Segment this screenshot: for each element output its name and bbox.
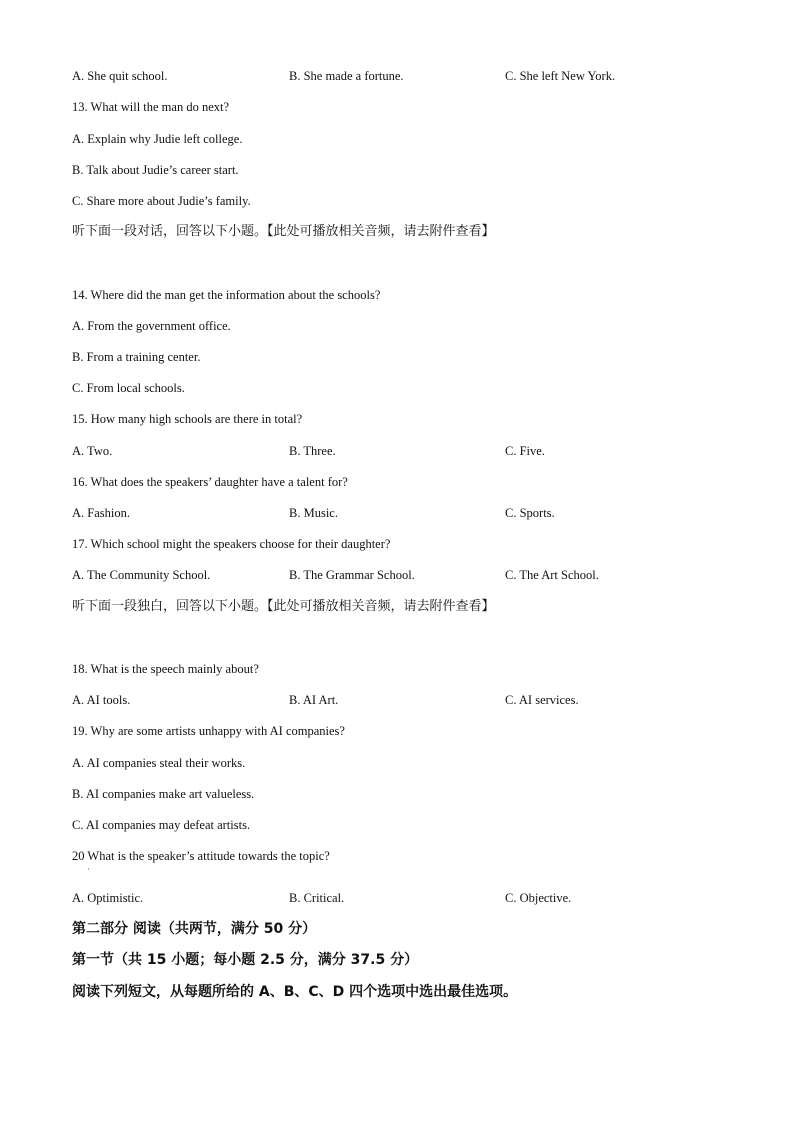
- q14-option-c: C. From local schools.: [72, 381, 185, 395]
- q13-question: 13. What will the man do next?: [72, 100, 230, 114]
- q17-option-c: C. The Art School.: [505, 568, 599, 582]
- q17-question: 17. Which school might the speakers choose for their daughter?: [72, 537, 391, 551]
- part2-heading: 第二部分 阅读（共两节，满分 50 分）: [72, 921, 317, 937]
- q15-option-c: C. Five.: [505, 444, 545, 458]
- dialogue-instruction: 听下面一段对话，回答以下小题。【此处可播放相关音频，请去附件查看】: [72, 224, 495, 239]
- q13-option-c: C. Share more about Judie’s family.: [72, 194, 251, 208]
- q15-option-a: A. Two.: [72, 444, 113, 458]
- q18-option-b: B. AI Art.: [289, 693, 339, 707]
- q16-option-b: B. Music.: [289, 506, 338, 520]
- q15-option-b: B. Three.: [289, 444, 336, 458]
- q20-option-c: C. Objective.: [505, 891, 572, 905]
- q13-option-a: A. Explain why Judie left college.: [72, 132, 243, 146]
- q16-question: 16. What does the speakers’ daughter have a talent for?: [72, 475, 348, 489]
- q16-option-c: C. Sports.: [505, 506, 555, 520]
- q20-stray-dot: ·: [87, 865, 90, 874]
- monologue-instruction: 听下面一段独白，回答以下小题。【此处可播放相关音频，请去附件查看】: [72, 599, 495, 614]
- q19-option-a: A. AI companies steal their works.: [72, 756, 246, 770]
- q12-option-b: B. She made a fortune.: [289, 69, 404, 83]
- q20-question: 20 What is the speaker’s attitude towards the topic?: [72, 849, 330, 863]
- reading-instruction: 阅读下列短文，从每题所给的 A、B、C、D 四个选项中选出最佳选项。: [72, 984, 518, 1000]
- q17-option-b: B. The Grammar School.: [289, 568, 415, 582]
- q17-option-a: A. The Community School.: [72, 568, 211, 582]
- q14-option-a: A. From the government office.: [72, 319, 231, 333]
- q20-option-b: B. Critical.: [289, 891, 345, 905]
- section1-heading: 第一节（共 15 小题；每小题 2.5 分，满分 37.5 分）: [72, 952, 419, 968]
- q19-option-b: B. AI companies make art valueless.: [72, 787, 255, 801]
- q15-question: 15. How many high schools are there in total?: [72, 412, 303, 426]
- q13-option-b: B. Talk about Judie’s career start.: [72, 163, 239, 177]
- q18-option-c: C. AI services.: [505, 693, 579, 707]
- q12-option-a: A. She quit school.: [72, 69, 168, 83]
- q18-option-a: A. AI tools.: [72, 693, 131, 707]
- q18-question: 18. What is the speech mainly about?: [72, 662, 259, 676]
- q20-option-a: A. Optimistic.: [72, 891, 144, 905]
- q19-question: 19. Why are some artists unhappy with AI companies?: [72, 724, 345, 738]
- q16-option-a: A. Fashion.: [72, 506, 130, 520]
- q19-option-c: C. AI companies may defeat artists.: [72, 818, 251, 832]
- q14-question: 14. Where did the man get the information about the schools?: [72, 288, 381, 302]
- q12-option-c: C. She left New York.: [505, 69, 616, 83]
- q14-option-b: B. From a training center.: [72, 350, 201, 364]
